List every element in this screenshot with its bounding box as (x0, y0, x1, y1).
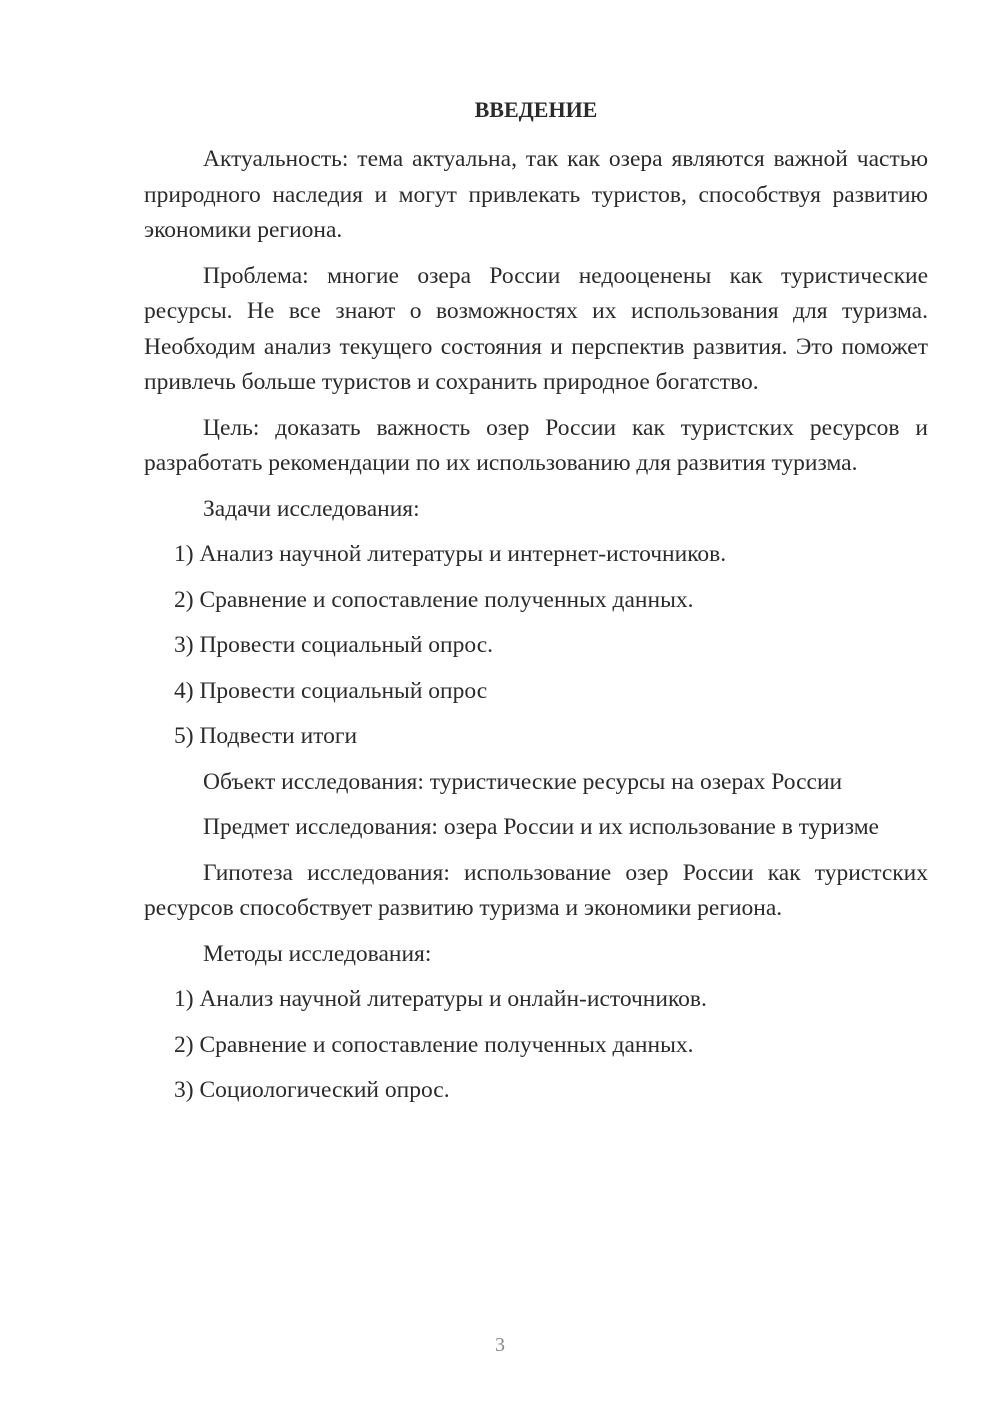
method-item: 3) Социологический опрос. (174, 1077, 450, 1103)
section-title: ВВЕДЕНИЕ (474, 97, 598, 122)
problem-paragraph: Проблема: многие озера России недооценены как туристические ресурсы. Не все знают о возможностях их использования для туризма. Необходим анализ текущего состояния и перспектив развития. Это поможет привлечь больше туристов и сохранить природное богатство. (144, 262, 928, 395)
task-item: 1) Анализ научной литературы и интернет-источников. (174, 541, 727, 567)
hypothesis-paragraph: Гипотеза исследования: использование озер России как туристских ресурсов способствует развитию туризма и экономики региона. (144, 859, 928, 921)
task-item: 5) Подвести итоги (174, 723, 358, 749)
task-item: 3) Провести социальный опрос. (174, 632, 493, 658)
tasks-heading: Задачи исследования: (203, 495, 420, 522)
research-object: Объект исследования: туристические ресурсы на озерах России (203, 768, 843, 795)
research-subject: Предмет исследования: озера России и их использование в туризме (203, 814, 879, 840)
task-item: 2) Сравнение и сопоставление полученных данных. (174, 586, 694, 613)
methods-heading: Методы исследования: (203, 940, 432, 967)
method-item: 1) Анализ научной литературы и онлайн-источников. (174, 986, 707, 1012)
goal-paragraph: Цель: доказать важность озер России как туристских ресурсов и разработать рекомендации по их использованию для развития туризма. (144, 414, 928, 476)
method-item: 2) Сравнение и сопоставление полученных данных. (174, 1031, 694, 1058)
page-number: 3 (495, 1334, 505, 1356)
task-item: 4) Провести социальный опрос (174, 677, 488, 704)
relevance-paragraph: Актуальность: тема актуальна, так как озера являются важной частью природного наследия и могут привлекать туристов, способствуя развитию экономики региона. (144, 146, 928, 243)
page-content (144, 92, 928, 1119)
